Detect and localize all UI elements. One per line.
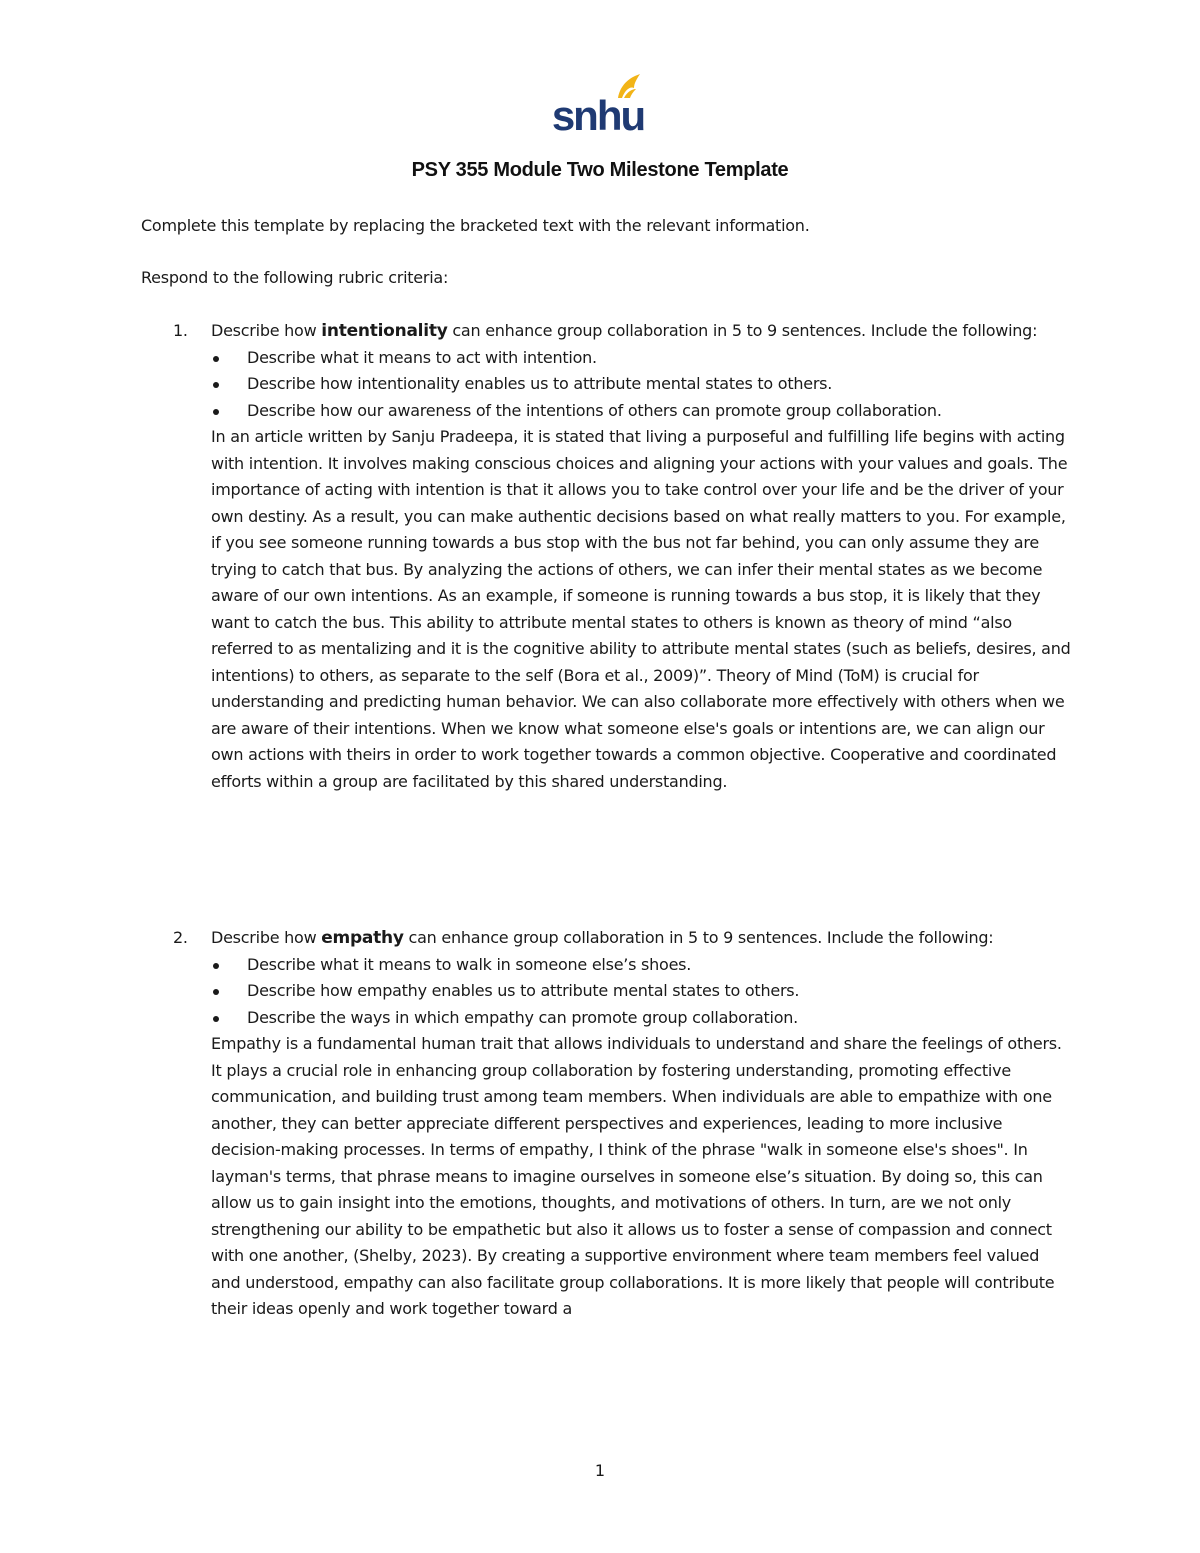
bullet-icon xyxy=(213,382,219,388)
list-item: Describe the ways in which empathy can promote group collaboration. xyxy=(211,1005,1071,1032)
bullet-icon xyxy=(213,1016,219,1022)
answer-paragraph: In an article written by Sanju Pradeepa, it is stated that living a purposeful and fulfilling life begins with acting with intention. It involves making conscious choices and aligning your actions with your values and goals. The importance of acting with intention is that it allows you to take control over your life and be the driver of your own destiny. As a result, you can make authentic decisions based on what really matters to you. For example, if you see someone running towards a bus stop with the bus not far behind, you can only assume they are trying to catch that bus. By analyzing the actions of others, we can infer their mental states as we become aware of our own intentions. As an example, if someone is running towards a bus stop, it is likely that they want to catch the bus. This ability to attribute mental states to others is known as theory of mind “also referred to as mentalizing and it is the cognitive ability to attribute mental states (such as beliefs, desires, and intentions) to others, as separate to the self (Bora et al., 2009)”. Theory of Mind (ToM) is crucial for understanding and predicting human behavior. We can also collaborate more effectively with others when we are aware of their intentions. When we know what someone else's goals or intentions are, we can align our own actions with theirs in order to work together towards a common objective. Cooperative and coordinated efforts within a group are facilitated by this shared understanding. xyxy=(211,427,1071,791)
list-item: Describe how empathy enables us to attribute mental states to others. xyxy=(211,978,1071,1005)
list-item: Describe what it means to walk in someone else’s shoes. xyxy=(211,952,1071,979)
bullet-icon xyxy=(213,356,219,362)
svg-text:snhu: snhu xyxy=(551,92,645,134)
criterion-item-1 xyxy=(141,318,1071,795)
bullet-icon xyxy=(213,409,219,415)
requirement-list xyxy=(211,952,1071,1032)
criterion-keyword: empathy xyxy=(321,928,404,948)
page-title: PSY 355 Module Two Milestone Template xyxy=(411,159,789,181)
criterion-item-2 xyxy=(141,925,1071,1323)
bullet-icon xyxy=(213,989,219,995)
snhu-logo xyxy=(548,72,648,134)
criterion-keyword: intentionality xyxy=(321,321,448,341)
criterion-prompt: Describe how empathy can enhance group collaboration in 5 to 9 sentences. Include the following: xyxy=(211,928,994,948)
requirement-list xyxy=(211,345,1071,425)
item-number: 2. xyxy=(173,928,188,947)
item-number: 1. xyxy=(173,321,188,340)
intro-text: Complete this template by replacing the bracketed text with the relevant information. xyxy=(141,216,810,235)
bullet-icon xyxy=(213,963,219,969)
list-item: Describe how intentionality enables us to attribute mental states to others. xyxy=(211,371,1071,398)
list-item: Describe what it means to act with intention. xyxy=(211,345,1071,372)
answer-paragraph: Empathy is a fundamental human trait that allows individuals to understand and share the feelings of others. It plays a crucial role in enhancing group collaboration by fostering understanding, promoting effective communication, and building trust among team members. When individuals are able to empathize with one another, they can better appreciate different perspectives and experiences, leading to more inclusive decision-making processes. In terms of empathy, I think of the phrase "walk in someone else's shoes". In layman's terms, that phrase means to imagine ourselves in someone else’s situation. By doing so, this can allow us to gain insight into the emotions, thoughts, and motivations of others. In turn, are we not only strengthening our ability to be empathetic but also it allows us to foster a sense of compassion and connect with one another, (Shelby, 2023). By creating a supportive environment where team members feel valued and understood, empathy can also facilitate group collaborations. It is more likely that people will contribute their ideas openly and work together toward a xyxy=(211,1034,1062,1318)
list-item: Describe how our awareness of the intentions of others can promote group collaboration. xyxy=(211,398,1071,425)
criterion-prompt: Describe how intentionality can enhance group collaboration in 5 to 9 sentences. Include the following: xyxy=(211,321,1038,341)
page-number: 1 xyxy=(594,1461,606,1480)
respond-text: Respond to the following rubric criteria: xyxy=(141,268,449,287)
